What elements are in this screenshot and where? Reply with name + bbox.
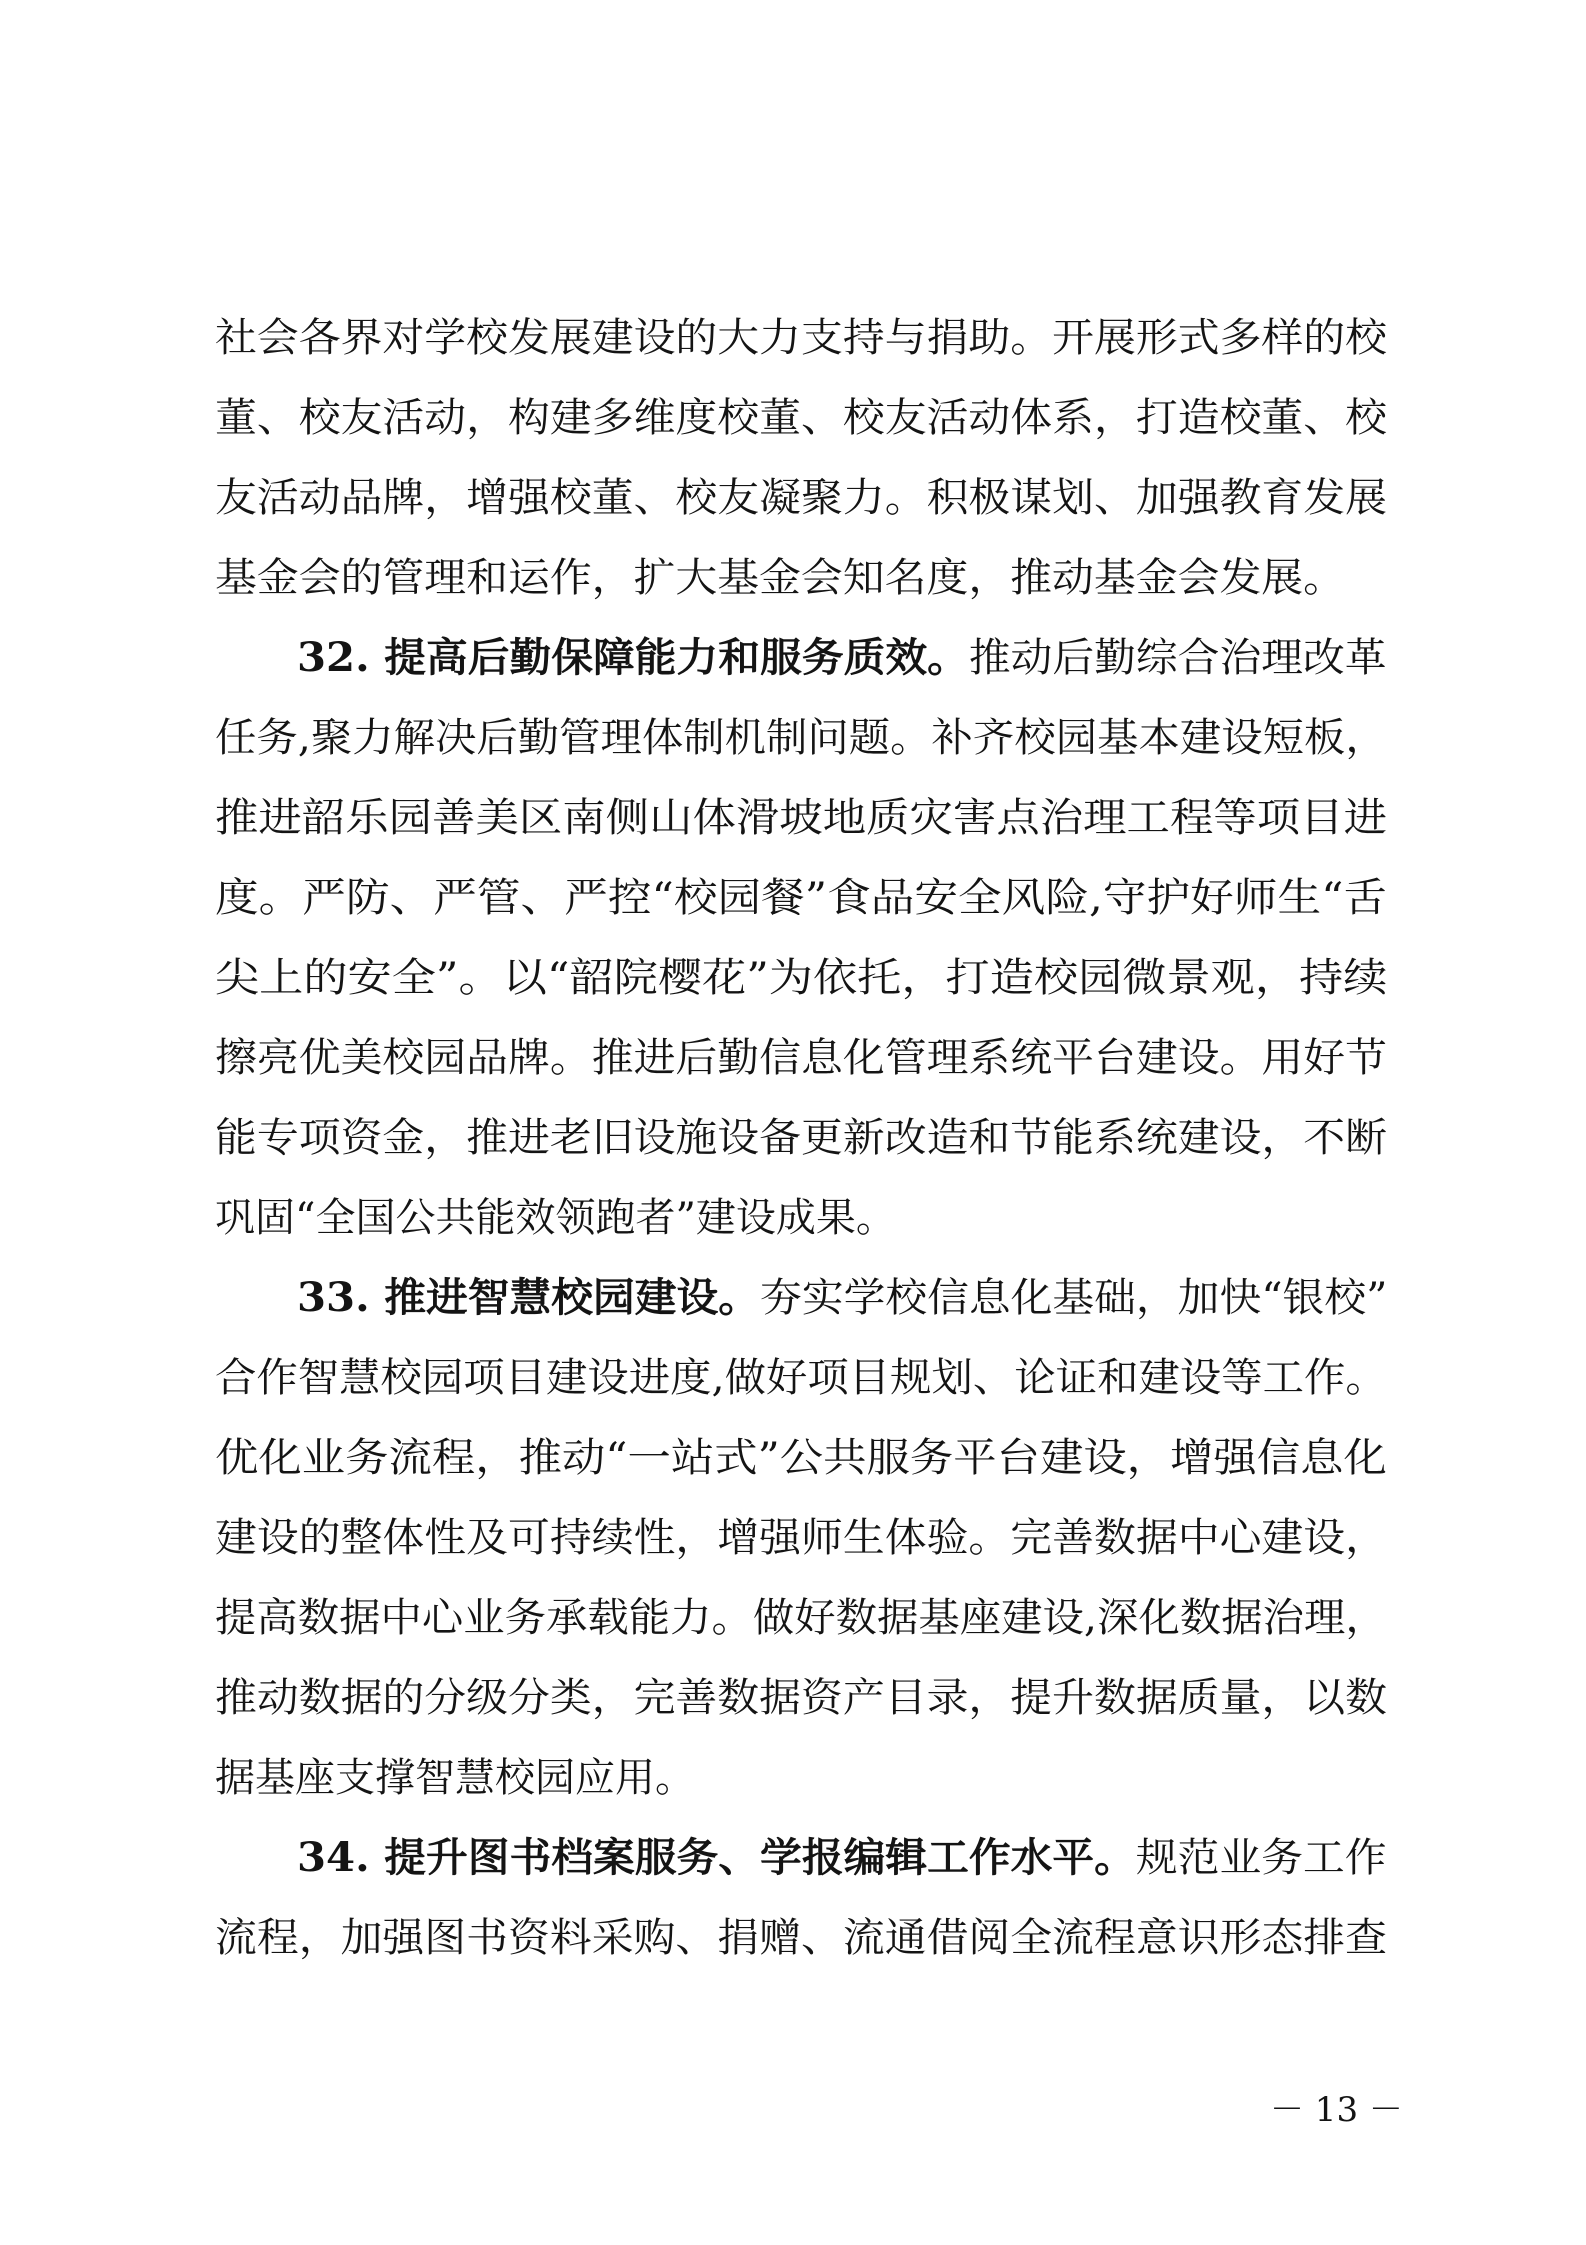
body-text: 能专项资金，推进老旧设施设备更新改造和节能系统建设，不断 <box>215 1115 1387 1161</box>
paragraph-line <box>215 1658 1387 1738</box>
paragraph-line <box>215 378 1387 458</box>
body-text: 巩固“全国公共能效领跑者”建设成果。 <box>215 1195 896 1241</box>
paragraph-line <box>215 938 1387 1018</box>
item-heading: 33. 推进智慧校园建设。 <box>297 1274 761 1321</box>
body-text: 流程，加强图书资料采购、捐赠、流通借阅全流程意识形态排查 <box>215 1915 1387 1961</box>
paragraph-line <box>215 778 1387 858</box>
paragraph-line <box>215 698 1387 778</box>
paragraph-line <box>215 1098 1387 1178</box>
paragraph-line <box>215 1338 1387 1418</box>
body-text: 董、校友活动，构建多维度校董、校友活动体系，打造校董、校 <box>215 395 1387 441</box>
body-text: 优化业务流程，推动“一站式”公共服务平台建设，增强信息化 <box>215 1435 1387 1481</box>
body-text: 擦亮优美校园品牌。推进后勤信息化管理系统平台建设。用好节 <box>215 1035 1387 1081</box>
body-text: 推动数据的分级分类，完善数据资产目录，提升数据质量，以数 <box>215 1675 1387 1721</box>
paragraph-line <box>215 1018 1387 1098</box>
item-32-first-line <box>297 618 1387 698</box>
body-text: 据基座支撑智慧校园应用。 <box>215 1755 695 1801</box>
paragraph-line <box>215 1898 1387 1978</box>
page-number: － 13 － <box>1270 2090 1403 2130</box>
paragraph-line-last <box>215 1738 1387 1818</box>
item-heading: 34. 提升图书档案服务、学报编辑工作水平。 <box>297 1834 1136 1881</box>
body-text: 规范业务工作 <box>1135 1835 1387 1881</box>
body-text: 基金会的管理和运作，扩大基金会知名度，推动基金会发展。 <box>215 555 1345 601</box>
body-text: 友活动品牌，增强校董、校友凝聚力。积极谋划、加强教育发展 <box>215 475 1387 521</box>
body-text: 建设的整体性及可持续性，增强师生体验。完善数据中心建设， <box>215 1515 1387 1561</box>
body-text: 尖上的安全”。以“韶院樱花”为依托，打造校园微景观，持续 <box>215 955 1388 1001</box>
paragraph-line-last <box>215 1178 1387 1258</box>
body-text: 度。严防、严管、严控“校园餐”食品安全风险,守护好师生“舌 <box>215 875 1388 921</box>
item-34-first-line <box>297 1818 1387 1898</box>
body-text: 合作智慧校园项目建设进度,做好项目规划、论证和建设等工作。 <box>215 1355 1387 1401</box>
body-text: 提高数据中心业务承载能力。做好数据基座建设,深化数据治理， <box>215 1595 1387 1641</box>
paragraph-line <box>215 858 1387 938</box>
body-text: 社会各界对学校发展建设的大力支持与捐助。开展形式多样的校 <box>215 315 1387 361</box>
paragraph-line <box>215 1498 1387 1578</box>
paragraph-line <box>215 298 1387 378</box>
paragraph-line <box>215 1578 1387 1658</box>
paragraph-line <box>215 1418 1387 1498</box>
body-text: 推动后勤综合治理改革 <box>968 635 1387 681</box>
item-33-first-line <box>297 1258 1387 1338</box>
body-text: 任务,聚力解决后勤管理体制机制问题。补齐校园基本建设短板， <box>215 715 1387 761</box>
paragraph-line <box>215 458 1387 538</box>
body-text: 夯实学校信息化基础，加快“银校” <box>760 1275 1388 1321</box>
item-heading: 32. 提高后勤保障能力和服务质效。 <box>297 634 969 681</box>
paragraph-line-last <box>215 538 1387 618</box>
body-text: 推进韶乐园善美区南侧山体滑坡地质灾害点治理工程等项目进 <box>215 795 1387 841</box>
